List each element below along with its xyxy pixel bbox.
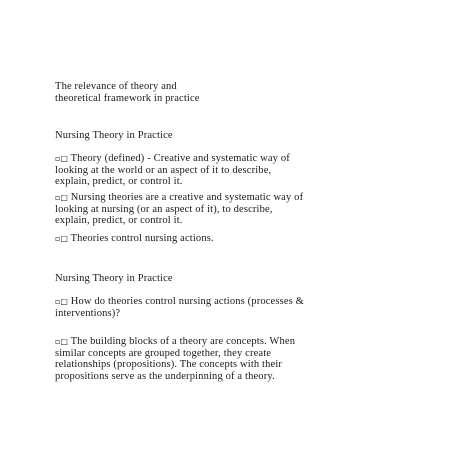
bullet-text: Nursing theories are a creative and systematic way of looking at nursing (or an aspect of it), to describe, explain, predict, or control it. [55,192,304,226]
bullet-text: How do theories control nursing actions (processes & interventions)? [55,296,304,319]
bullet-item [55,296,375,319]
missing-glyph-bullet-icon: ▫ [55,154,61,163]
missing-glyph-bullet-icon: □ [60,234,68,243]
missing-glyph-bullet-icon: □ [60,297,68,306]
missing-glyph-bullet-icon: □ [60,337,68,346]
missing-glyph-bullet-icon: ▫ [55,337,61,346]
section-heading-2: Nursing Theory in Practice [55,273,173,284]
missing-glyph-bullet-icon: ▫ [55,193,61,202]
bullet-text: Theories control nursing actions. [70,233,214,244]
bullet-item [55,336,375,382]
missing-glyph-bullet-icon: □ [60,193,68,202]
missing-glyph-bullet-icon: ▫ [55,234,61,243]
bullet-text: Theory (defined) - Creative and systematic way of looking at the world or an aspect of it to describe, explain, predict, or control it. [55,153,290,187]
bullet-item [55,153,375,188]
document-title: The relevance of theory and theoretical framework in practice [55,81,200,104]
bullet-text: The building blocks of a theory are concepts. When similar concepts are grouped together, they create relationships (propositions). The concepts with their propositions serve as the underpinning of a theory. [55,336,296,382]
section-heading-1: Nursing Theory in Practice [55,130,173,141]
bullet-item [55,192,375,227]
missing-glyph-bullet-icon: ▫ [55,297,61,306]
missing-glyph-bullet-icon: □ [60,154,68,163]
bullet-item [55,233,375,245]
